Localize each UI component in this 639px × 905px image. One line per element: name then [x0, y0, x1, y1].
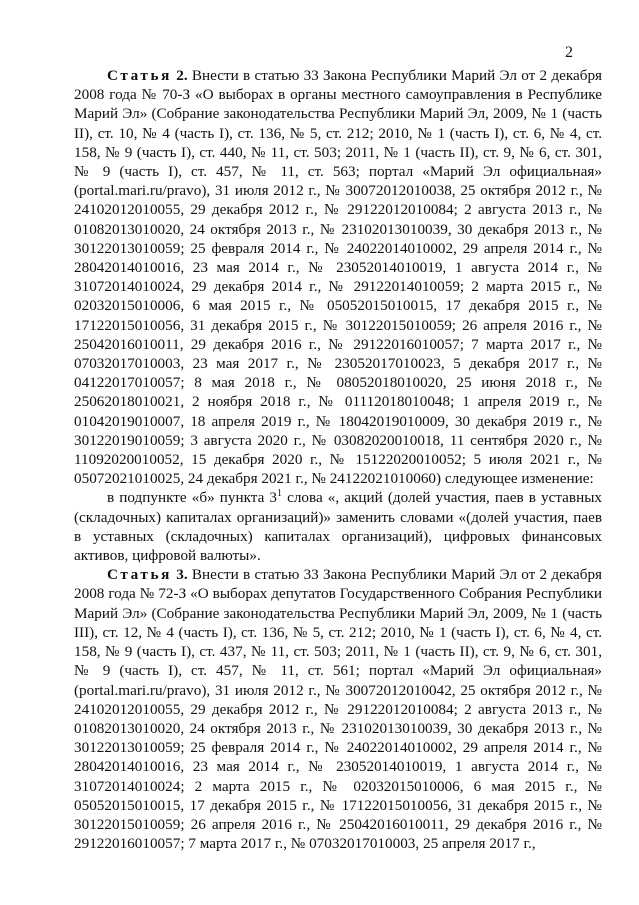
article-3-heading: Статья	[107, 566, 172, 584]
amendment-superscript: 1	[277, 488, 283, 500]
article-3-number: 3.	[176, 566, 188, 584]
amendment-text-end: слова «, акций (долей участия, паев в уставных (складочных) капиталах организаций)» заменить словами «(долей участия, паев в уставных (складочных) капиталах организаций), цифровых финансовых активов, цифровой валюты».	[74, 489, 603, 565]
article-3-text: Внести в статью 33 Закона Республики Марий Эл от 2 декабря 2008 года № 72-З «О выборах депутатов Государственного Собрания Республики Марий Эл» (Собрание законодательства Республики Марий Эл, 2009, № 1 (часть III), ст. 12, № 4 (часть I), ст. 136, № 5, ст. 212; 2010, № 1 (часть I), ст. 6, № 4, ст. 158, № 9 (часть I), ст. 437, № 11, ст. 503; 2011, № 1 (часть II), ст. 9, № 6, ст. 301, № 9 (часть I), ст. 457, № 11, ст. 561; портал «Марий Эл официальная» (portal.mari.ru/pravo), 31 июля 2012 г., № 30072012010042, 25 октября 2012 г., № 24102012010055, 29 декабря 2012 г., № 29122012010084; 2 августа 2013 г., № 01082013010020, 24 октября 2013 г., № 23102013010039, 30 декабря 2013 г., № 30122013010059; 25 февраля 2014 г., № 24022014010002, 29 апреля 2014 г., № 28042014010016, 23 мая 2014 г., № 23052014010019, 1 августа 2014 г., № 31072014010024; 2 марта 2015 г., № 02032015010006, 6 мая 2015 г., № 05052015010015, 17 декабря 2015 г., № 17122015010056, 31 декабря 2015 г., № 30122015010059; 26 апреля 2016 г., № 25042016010011, 29 декабря 2016 г., № 29122016010057; 7 марта 2017 г., № 07032017010003, 25 апреля 2017 г.,	[74, 566, 603, 853]
document-body	[74, 66, 602, 853]
article-2-paragraph	[74, 66, 602, 488]
article-2-amendment	[74, 488, 602, 565]
article-2-heading: Статья	[107, 67, 172, 84]
amendment-text-start: в подпункте «б» пункта 3	[107, 489, 278, 507]
article-3-paragraph	[74, 565, 602, 853]
article-2-number: 2.	[176, 67, 188, 84]
article-2-text: Внести в статью 33 Закона Республики Марий Эл от 2 декабря 2008 года № 70-З «О выборах в органы местного самоуправления в Республике Марий Эл» (Собрание законодательства Республики Марий Эл, 2009, № 1 (часть II), ст. 10, № 4 (часть I), ст. 136, № 5, ст. 212; 2010, № 1 (часть I), ст. 6, № 4, ст. 158, № 9 (часть I), ст. 440, № 11, ст. 503; 2011, № 1 (часть II), ст. 9, № 6, ст. 301, № 9 (часть I), ст. 457, № 11, ст. 563; портал «Марий Эл официальная» (portal.mari.ru/pravo), 31 июля 2012 г., № 30072012010038, 25 октября 2012 г., № 24102012010055, 29 декабря 2012 г., № 29122012010084; 2 августа 2013 г., № 01082013010020, 24 октября 2013 г., № 23102013010039, 30 декабря 2013 г., № 30122013010059; 25 февраля 2014 г., № 24022014010002, 29 апреля 2014 г., № 28042014010016, 23 мая 2014 г., № 23052014010019, 1 августа 2014 г., № 31072014010024, 29 декабря 2014 г., № 29122014010059; 2 марта 2015 г., № 02032015010006, 6 мая 2015 г., № 05052015010015, 17 декабря 2015 г., № 17122015010056, 31 декабря 2015 г., № 30122015010059; 26 апреля 2016 г., № 25042016010011, 29 декабря 2016 г., № 29122016010057; 7 марта 2017 г., № 07032017010003, 23 мая 2017 г., № 23052017010023, 5 декабря 2017 г., № 04122017010057; 8 мая 2018 г., № 08052018010020, 25 июня 2018 г., № 25062018010021, 2 ноября 2018 г., № 01112018010048; 1 апреля 2019 г., № 01042019010007, 18 апреля 2019 г., № 18042019010009, 30 декабря 2019 г., № 30122019010059; 3 августа 2020 г., № 03082020010018, 11 сентября 2020 г., № 11092020010052, 15 декабря 2020 г., № 15122020010052; 5 июля 2021 г., № 05072021010025, 24 декабря 2021 г., № 24122021010060) следующее изменение:	[74, 67, 603, 488]
page-number: 2	[565, 44, 573, 61]
